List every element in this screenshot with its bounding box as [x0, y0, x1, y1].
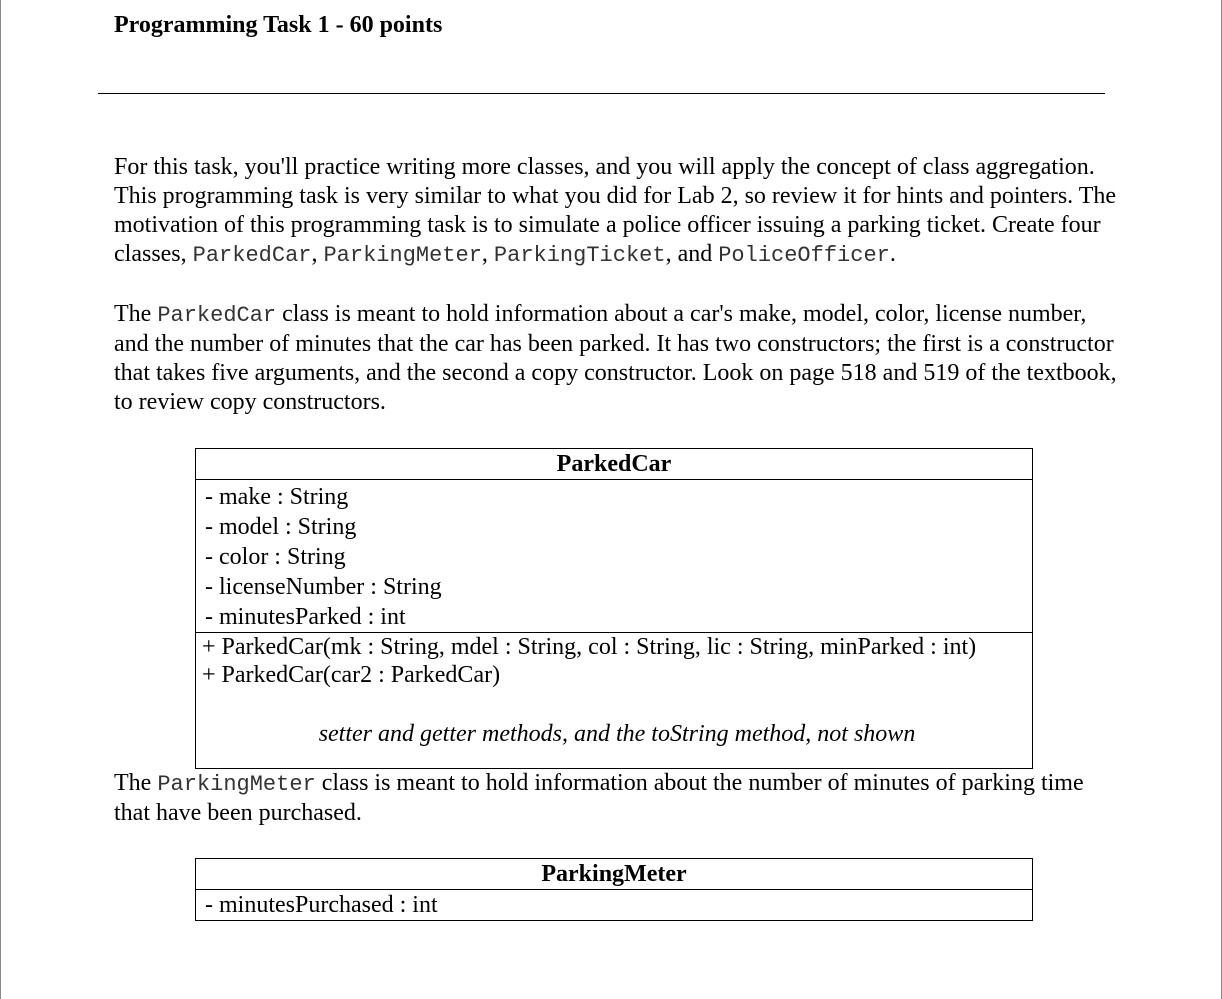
intro-separator: , [311, 241, 324, 267]
parkedcar-desc-body: class is meant to hold information about a car's make, model, color, license number, and the number of minutes that the car has been parked. It has two constructors; the first is a constructor that takes five arguments, and the second a copy constructor. Look on page 518 and 519 of the textbook, to review copy constructors. [114, 301, 1117, 415]
uml-field: - make : String [205, 484, 349, 510]
uml-field: - minutesPurchased : int [205, 892, 438, 918]
class-name-policeofficer: PoliceOfficer [718, 243, 890, 268]
intro-end: . [889, 241, 896, 267]
parkingmeter-desc-lead: The [114, 770, 158, 796]
parkedcar-desc-lead: The [114, 301, 158, 327]
class-name-parkingticket: ParkingTicket [493, 243, 666, 268]
parkedcar-description [114, 300, 1124, 417]
uml-class-title: ParkingMeter [196, 859, 1032, 890]
intro-paragraph [114, 153, 1124, 270]
class-name-parkingmeter: ParkingMeter [157, 772, 316, 797]
intro-text: For this task, you'll practice writing more classes, and you will apply the concept of class aggregation. This programming task is very similar to what you did for Lab 2, so review it for hints and pointers. The motivation of this programming task is to simulate a police officer issuing a parking ticket. Create four classes, [114, 154, 1117, 267]
uml-method: + ParkedCar(car2 : ParkedCar) [202, 662, 501, 688]
task-heading: Programming Task 1 - 60 points [114, 12, 443, 38]
class-name-parkedcar: ParkedCar [157, 303, 277, 328]
parkingmeter-uml-diagram [195, 858, 1033, 921]
parkingmeter-description [114, 769, 1124, 828]
intro-separator: , and [665, 241, 719, 267]
uml-field: - minutesParked : int [205, 604, 406, 630]
uml-methods-section [196, 633, 1032, 749]
parkingmeter-desc-body: class is meant to hold information about the number of minutes of parking time that have been purchased. [114, 770, 1084, 826]
intro-separator: , [481, 241, 494, 267]
uml-class-title: ParkedCar [196, 449, 1032, 480]
uml-fields-section [196, 480, 1032, 633]
uml-field: - model : String [205, 514, 357, 540]
uml-note: setter and getter methods, and the toString method, not shown [318, 721, 916, 747]
uml-method: + ParkedCar(mk : String, mdel : String, col : String, lic : String, minParked : int) [202, 634, 977, 660]
parkedcar-uml-diagram [195, 448, 1033, 769]
class-name-parkedcar: ParkedCar [192, 243, 312, 268]
uml-field: - licenseNumber : String [205, 574, 442, 600]
horizontal-rule [98, 93, 1105, 94]
uml-field: - color : String [205, 544, 346, 570]
class-name-parkingmeter: ParkingMeter [323, 243, 482, 268]
